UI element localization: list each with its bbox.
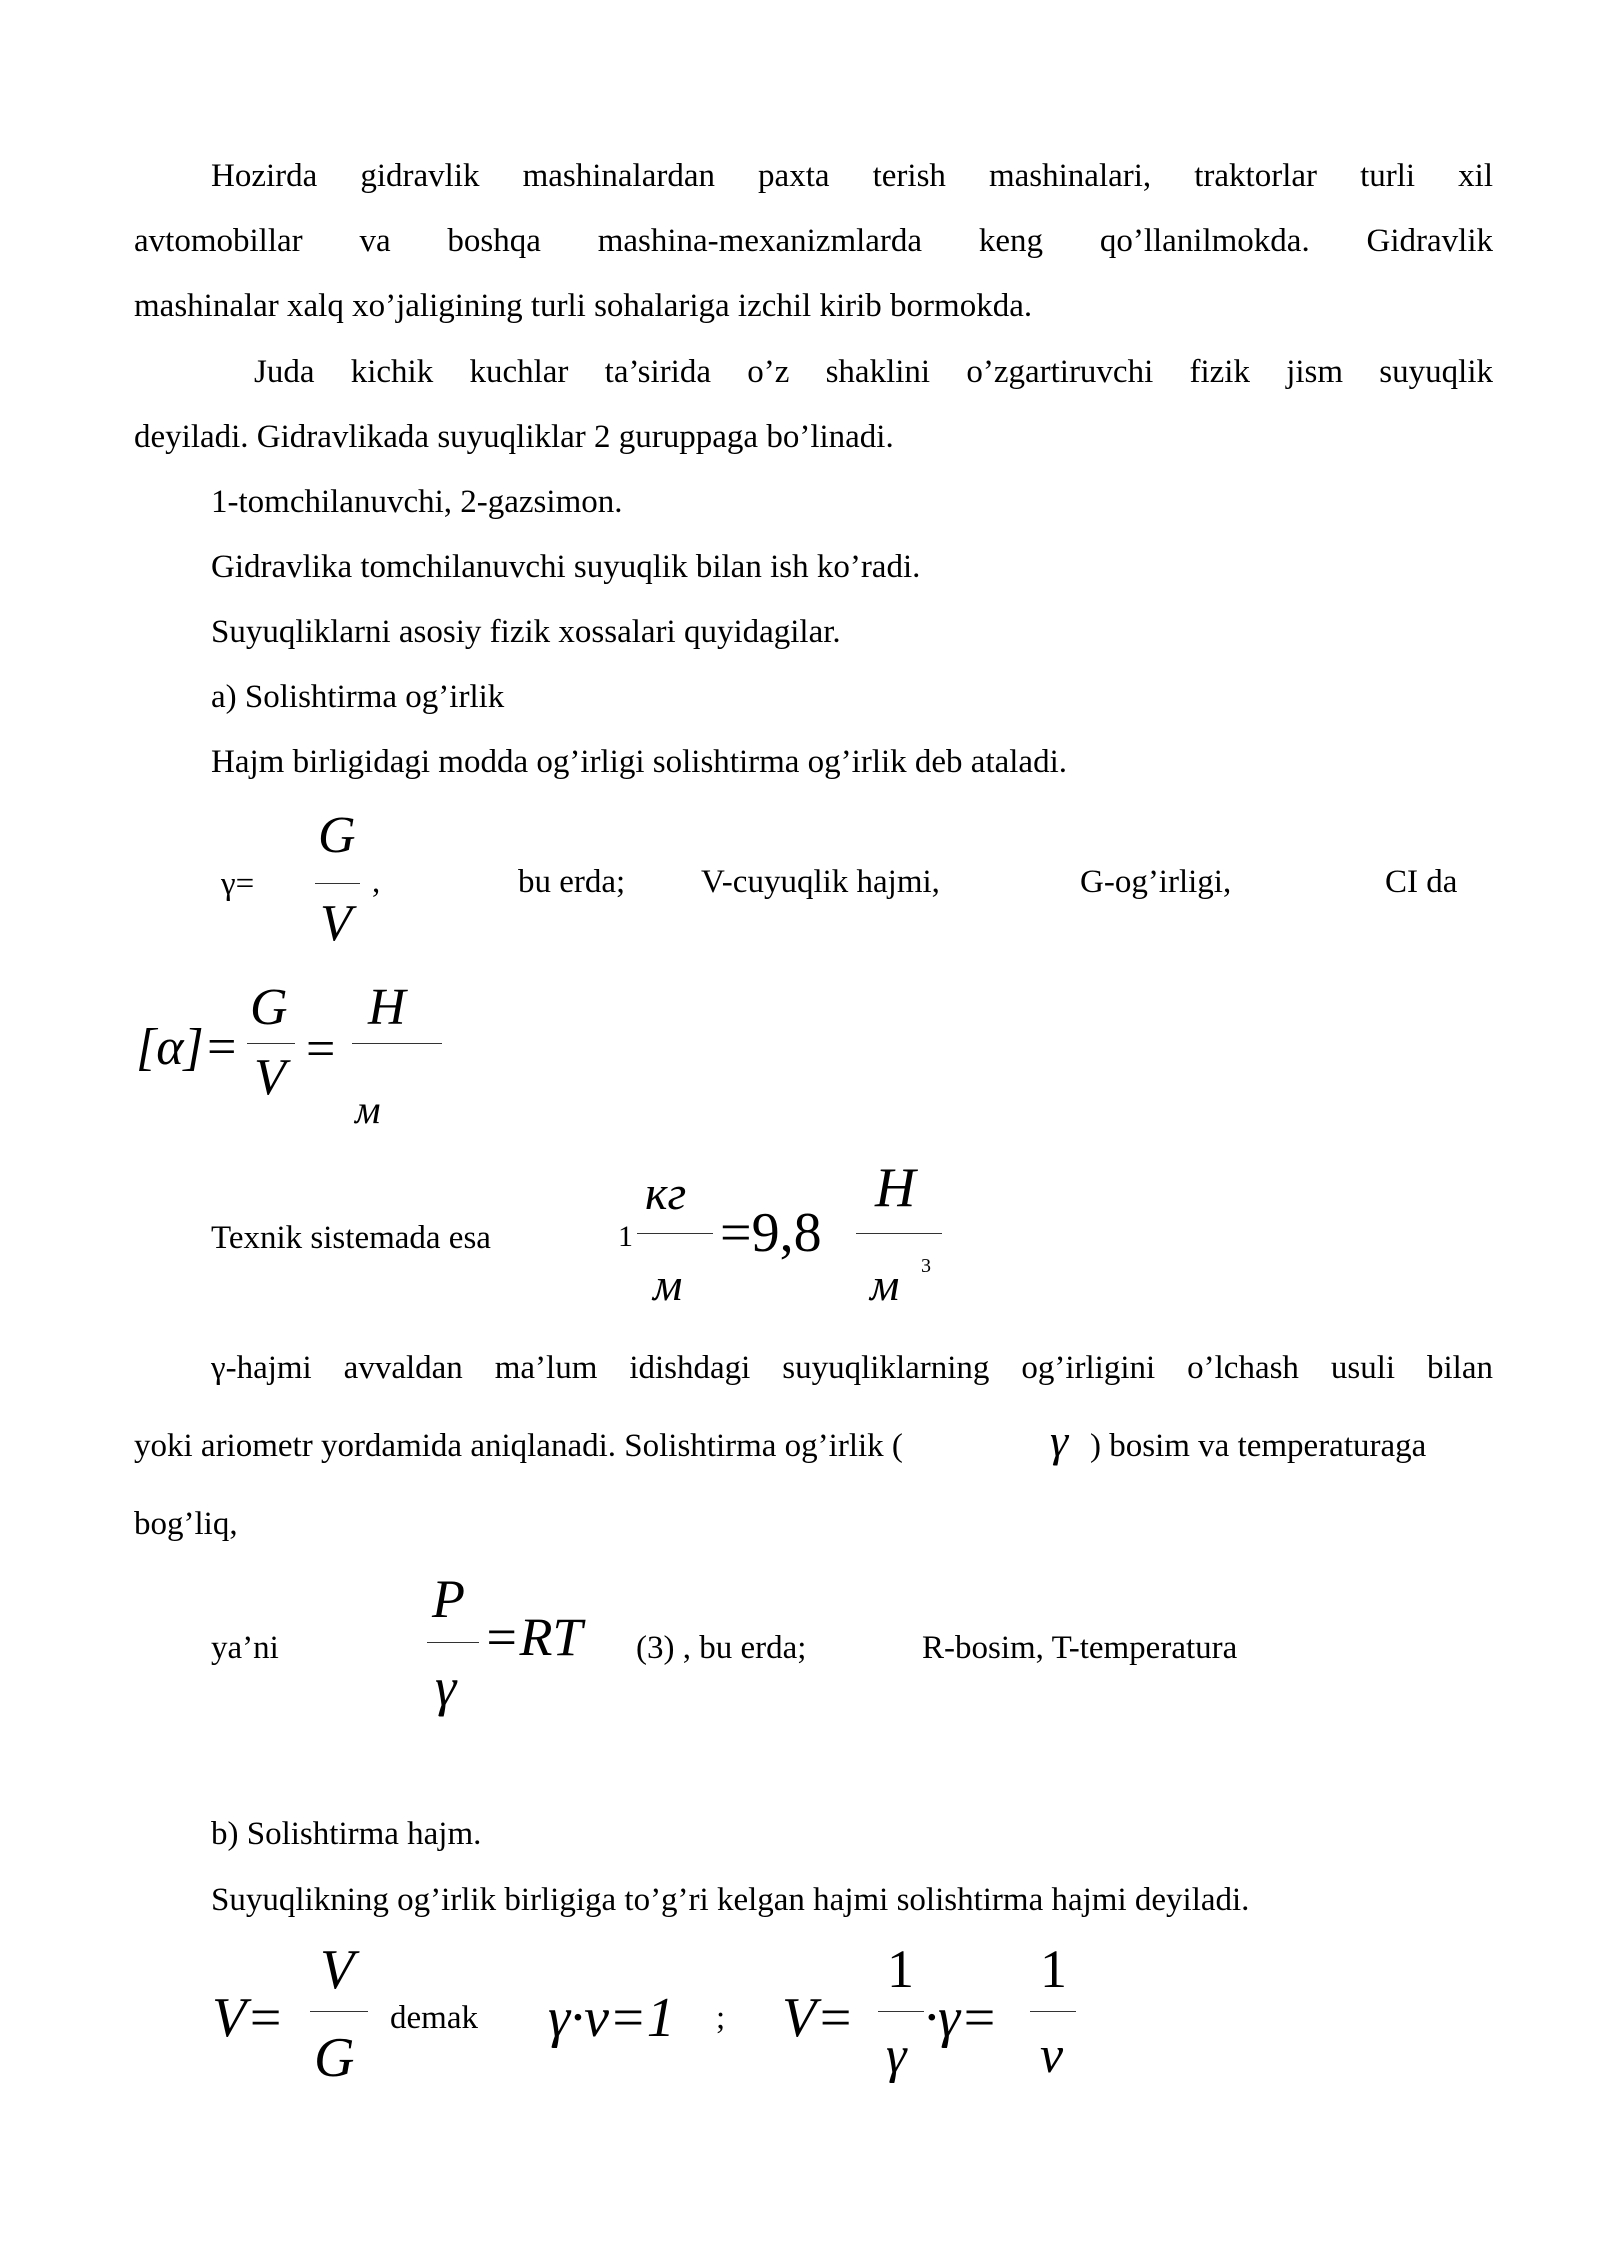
formula3-fraction-bar-1 bbox=[637, 1233, 713, 1234]
formula5-semicolon: ; bbox=[716, 2000, 726, 2036]
formula3-numerator-1: кг bbox=[645, 1167, 687, 1220]
formula1-v-desc: V-cuyuqlik hajmi, bbox=[701, 864, 940, 900]
formula5-d-numerator: 1 bbox=[1040, 1939, 1067, 1999]
formula3-denominator-2: м bbox=[870, 1259, 900, 1310]
formula5-a-lhs: V= bbox=[212, 1987, 284, 2049]
formula4-description: R-bosim, T-temperatura bbox=[922, 1630, 1238, 1666]
formula1-si-label: CI da bbox=[1385, 864, 1458, 900]
formula2-fraction-bar-2 bbox=[352, 1043, 442, 1044]
formula3-numerator-2: H bbox=[875, 1157, 916, 1219]
inline-gamma-symbol: γ bbox=[1050, 1415, 1069, 1466]
formula5-c-fraction-bar bbox=[878, 2011, 924, 2012]
specific-weight-definition: Hajm birligidagi modda og’irligi solishtirma og’irlik deb ataladi. bbox=[211, 744, 1068, 780]
formula5-c-numerator: 1 bbox=[887, 1939, 914, 1999]
formula5-b: γ·ν=1 bbox=[548, 1987, 675, 2049]
formula5-a-fraction-bar bbox=[310, 2011, 368, 2012]
properties-intro-line: Suyuqliklarni asosiy fizik xossalari quyidagilar. bbox=[211, 614, 841, 650]
formula2-denominator-1: V bbox=[254, 1049, 286, 1106]
specific-volume-definition: Suyuqlikning og’irlik birligiga to’g’ri kelgan hajmi solishtirma hajmi deyiladi. bbox=[211, 1882, 1250, 1918]
formula5-a-denominator: G bbox=[314, 2027, 355, 2089]
formula2-lhs: [α]= bbox=[136, 1019, 239, 1076]
paragraph-2-line-2: deyiladi. Gidravlikada suyuqliklar 2 guruppaga bo’linadi. bbox=[134, 419, 894, 455]
formula5-c-mid: ·γ= bbox=[924, 1987, 998, 2049]
formula3-one: 1 bbox=[618, 1220, 633, 1253]
formula5-d-denominator: ν bbox=[1040, 2027, 1064, 2084]
formula5-c-lhs: V= bbox=[782, 1987, 854, 2049]
paragraph-1-line-1: Hozirda gidravlik mashinalardan paxta terish mashinalari, traktorlar turli xil bbox=[211, 158, 1493, 194]
formula2-numerator-2: H bbox=[368, 979, 406, 1036]
formula1-denominator: V bbox=[320, 895, 352, 952]
formula5-word: demak bbox=[390, 2000, 478, 2036]
paragraph-8-line-1: γ-hajmi avvaldan ma’lum idishdagi suyuqliklarning og’irligini o’lchash usuli bilan bbox=[211, 1350, 1493, 1386]
section-a-heading: a) Solishtirma og’irlik bbox=[211, 679, 505, 715]
formula1-comma: , bbox=[372, 864, 381, 900]
formula2-denominator-2: м bbox=[355, 1087, 381, 1132]
formula3-denominator-1: м bbox=[653, 1259, 683, 1310]
formula1-numerator: G bbox=[318, 807, 356, 864]
formula5-c-denominator: γ bbox=[886, 2027, 907, 2084]
liquid-groups-line: 1-tomchilanuvchi, 2-gazsimon. bbox=[211, 484, 623, 520]
formula3-exponent: 3 bbox=[921, 1255, 931, 1277]
formula4-fraction-bar bbox=[427, 1642, 479, 1643]
paragraph-1-line-2: avtomobillar va boshqa mashina-mexanizmlarda keng qo’llanilmokda. Gidravlik bbox=[134, 223, 1493, 259]
formula5-a-numerator: V bbox=[320, 1939, 355, 2001]
formula4-rhs: =RT bbox=[483, 1607, 583, 1667]
paragraph-1-line-3: mashinalar xalq xo’jaligining turli sohalariga izchil kirib bormokda. bbox=[134, 288, 1033, 324]
formula1-fraction-bar bbox=[315, 883, 360, 884]
formula4-denominator: γ bbox=[435, 1657, 457, 1717]
formula3-fraction-bar-2 bbox=[856, 1233, 942, 1234]
formula1-where: bu erda; bbox=[518, 864, 626, 900]
paragraph-8-line-2a: yoki ariometr yordamida aniqlanadi. Solishtirma og’irlik ( bbox=[134, 1428, 903, 1464]
hydraulics-line: Gidravlika tomchilanuvchi suyuqlik bilan ish ko’radi. bbox=[211, 549, 921, 585]
formula4-numerator: P bbox=[432, 1569, 465, 1629]
formula2-numerator-1: G bbox=[250, 979, 288, 1036]
formula1-g-desc: G-og’irligi, bbox=[1080, 864, 1232, 900]
formula1-lhs: γ= bbox=[221, 866, 255, 902]
formula4-tail: (3) , bu erda; bbox=[636, 1630, 807, 1666]
paragraph-8-line-3: bog’liq, bbox=[134, 1506, 238, 1542]
section-b-heading: b) Solishtirma hajm. bbox=[211, 1816, 482, 1852]
formula2-equals: = bbox=[306, 1021, 336, 1078]
formula2-fraction-bar-1 bbox=[247, 1043, 295, 1044]
formula5-d-fraction-bar bbox=[1030, 2011, 1076, 2012]
formula4-label: ya’ni bbox=[211, 1630, 279, 1666]
paragraph-2-line-1: Juda kichik kuchlar ta’sirida o’z shaklini o’zgartiruvchi fizik jism suyuqlik bbox=[254, 354, 1493, 390]
paragraph-8-line-2b: ) bosim va temperaturaga bbox=[1090, 1428, 1427, 1464]
formula3-equals-value: =9,8 bbox=[720, 1202, 822, 1264]
formula3-label: Texnik sistemada esa bbox=[211, 1220, 491, 1256]
